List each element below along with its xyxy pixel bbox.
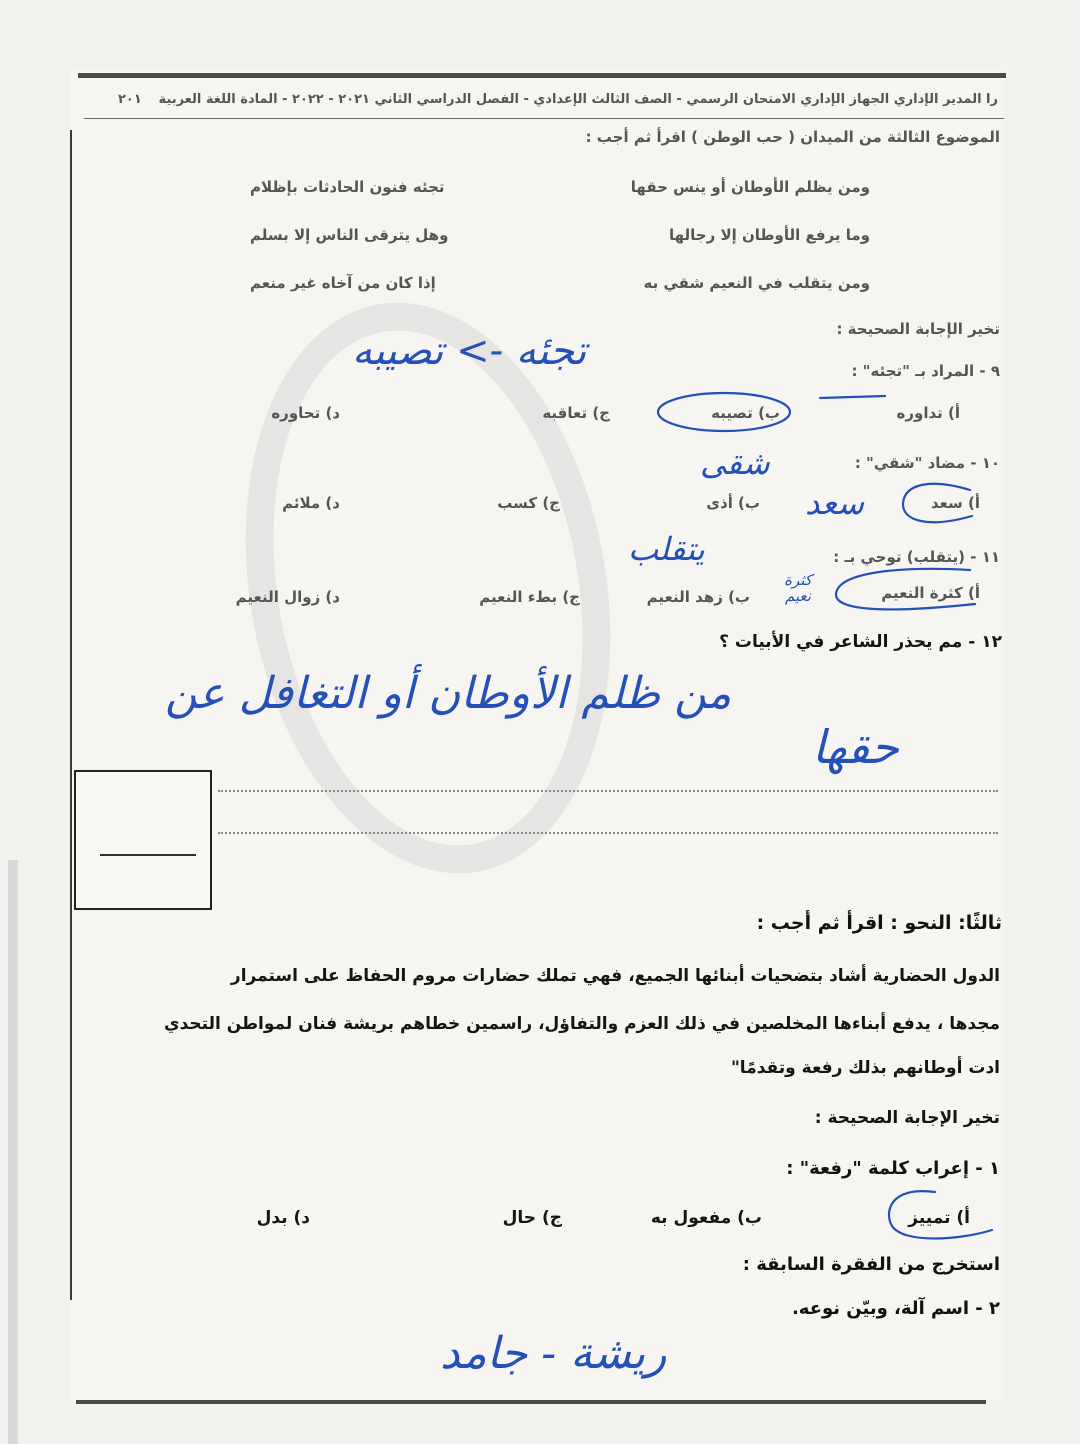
q10-option-b: ب) أذى [706,494,760,512]
q9-option-a: أ) تداوره [896,404,960,422]
grammar-paragraph-3: ادت أوطانهم بذلك رفعة وتقدمًا" [730,1058,1000,1078]
q10-option-d: د) ملائم [282,494,340,512]
poem-line-3-right: ومن يتقلب في النعيم شقي به [643,274,870,292]
header-line: را المدير الإداري الجهاز الإداري الامتحان الرسمي - الصف الثالث الإعدادي - الفصل الدراسي الثاني ٢٠٢١ - ٢٠٢٢ - المادة اللغة العربية [158,92,998,107]
grammar-section-title: ثالثًا: النحو : اقرأ ثم أجب : [756,912,1002,934]
poem-line-2-right: وما يرفع الأوطان إلا رجالها [668,226,870,244]
q11-option-d: د) زوال النعيم [235,588,340,606]
question-12-stem: ١٢ - مم يحذر الشاعر في الأبيات ؟ [719,632,1002,652]
q11-option-c: ج) بطء النعيم [479,588,580,606]
choose-instruction: تخير الإجابة الصحيحة : [836,320,1000,338]
handwritten-answer-12-line1: من ظلم الأوطان أو التغافل عن [165,668,732,719]
poem-line-2-left: وهل يترقى الناس إلا بسلم [250,226,449,244]
handwritten-answer-10: سعد [805,484,865,522]
grammar-paragraph-1: الدول الحضارية أشاد بتضحيات أبنائها الجميع، فهي تملك حضارات مروم الحفاظ على استمرار [230,966,1000,986]
poem-line-1-left: تجئه فنون الحادثات بإظلام [250,178,445,196]
question-10-stem: ١٠ - مضاد "شقي" : [854,454,1000,472]
scan-edge [8,860,18,1444]
bottom-border [76,1400,986,1404]
q10-option-c: ج) كسب [497,494,560,512]
gq1-option-b: ب) مفعول به [650,1208,762,1228]
handwritten-label-10: شقى [700,444,770,482]
poem-line-1-right: ومن يظلم الأوطان أو ينس حقها [630,178,870,196]
left-margin-line [70,130,72,1300]
header-rule [84,118,1004,119]
top-border [78,73,1006,78]
page-number: ٢٠١ [118,92,142,107]
answer-dotted-line-2 [218,832,998,834]
grade-box-dash [100,854,196,856]
grammar-extract: استخرج من الفقرة السابقة : [742,1254,1000,1275]
gq1-option-a: أ) تمييز [908,1208,970,1228]
handwritten-answer-12-line2: حقها [812,720,899,774]
q9-option-b: ب) تصيبه [711,404,780,422]
handwritten-answer-9: تجئه -> تصيبه [352,328,587,374]
q10-option-a: أ) سعد [930,494,980,512]
question-9-stem: ٩ - المراد بـ "تجئه" : [851,362,1000,380]
q11-option-a: أ) كثرة النعيم [881,584,980,602]
poem-line-3-left: إذا كان من آخاه غير منعم [250,274,436,292]
gq1-option-c: ج) حال [502,1208,562,1228]
q9-option-d: د) تحاوره [271,404,340,422]
grammar-question-2: ٢ - اسم آلة، وبيّن نوعه. [791,1298,1000,1319]
answer-dotted-line-1 [218,790,998,792]
grade-box [74,770,212,910]
grammar-paragraph-2: مجدها ، يدفع أبناءها المخلصين في ذلك العزم والتفاؤل، راسمين خطاهم بريشة فنان لمواطن التحدي [163,1014,1000,1034]
handwritten-answer-grammar-2: ريشة - جامد [440,1328,667,1379]
passage-intro: الموضوع الثالثة من الميدان ( حب الوطن ) اقرأ ثم أجب : [585,128,1000,146]
q11-option-b: ب) زهد النعيم [646,588,750,606]
q9-option-c: ج) تعاقبه [542,404,610,422]
handwritten-label-11: يتقلب [628,530,705,568]
grammar-choose: تخير الإجابة الصحيحة : [814,1108,1000,1128]
question-11-stem: ١١ - (يتقلب) توحي بـ : [833,548,1000,566]
handwritten-note-11: كثرة نعيم [784,571,812,605]
grammar-question-1: ١ - إعراب كلمة "رفعة" : [786,1158,1000,1179]
gq1-option-d: د) بدل [256,1208,310,1228]
